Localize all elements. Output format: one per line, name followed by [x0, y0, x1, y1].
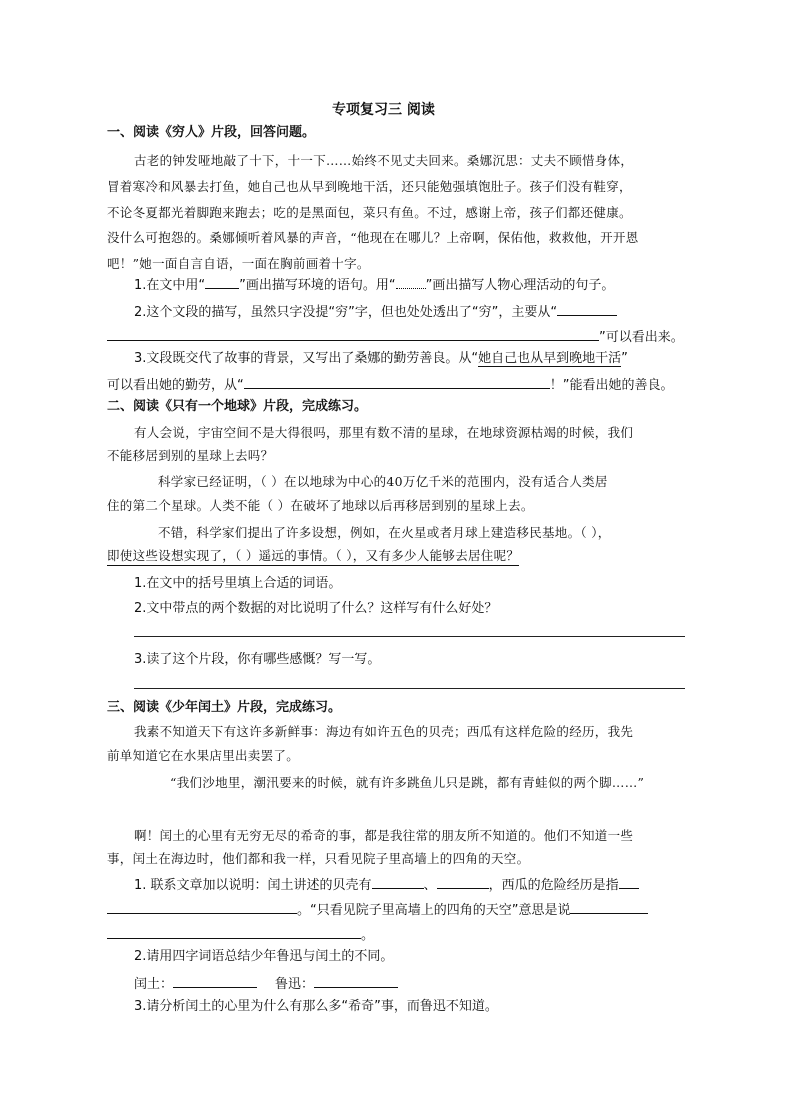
page-title: 专项复习三 阅读	[332, 102, 435, 118]
section3-question-2: 2.请用四字词语总结少年鲁迅与闰土的不同。	[134, 949, 394, 964]
section2-passage-line: 科学家已经证明，（ ）在以地球为中心的40万亿千米的范围内，没有适合人类居	[158, 474, 608, 489]
section1-heading: 一、阅读《穷人》片段，回答问题。	[107, 125, 316, 140]
answer-blank[interactable]	[107, 924, 361, 939]
answer-blank[interactable]	[205, 274, 239, 289]
section1-question-1: 1.在文中用“ ”画出描写环境的语句。用“ ”画出描写人物心理活动的句子。	[134, 274, 614, 295]
section2-question-2: 2.文中带点的两个数据的对比说明了什么？这样写有什么好处？	[134, 601, 498, 616]
section3-passage-line: 前单知道它在水果店里出卖罢了。	[107, 748, 300, 763]
answer-blank-luxun[interactable]	[314, 973, 398, 988]
section3-passage-line: 啊！闰土的心里有无穷无尽的希奇的事，都是我往常的朋友所不知道的。他们不知道一些	[134, 828, 634, 843]
section3-question-1: 1. 联系文章加以说明：闰土讲述的贝壳有 、 ，西瓜的危险经历是指	[134, 874, 639, 895]
section3-question-1-cont: 。“只看见院子里高墙上的四角的天空”意思是说	[107, 899, 648, 920]
answer-blank[interactable]	[619, 874, 639, 889]
answer-blank[interactable]	[107, 899, 297, 914]
section1-question-2: 2.这个文段的描写，虽然只字没提“穷”字，但也处处透出了“穷”，主要从“	[134, 301, 617, 322]
section2-passage-line: 即使这些设想实现了，（ ）遥远的事情。（ ），又有多少人能够去居住呢？	[107, 547, 519, 566]
section2-heading: 二、阅读《只有一个地球》片段，完成练习。	[107, 399, 368, 414]
answer-blank-runtu[interactable]	[173, 973, 257, 988]
section3-passage-line: “我们沙地里，潮汛要来的时候，就有许多跳鱼儿只是跳，都有青蛙似的两个脚……”	[170, 775, 645, 790]
answer-blank[interactable]	[244, 374, 550, 389]
section1-passage-line: 冒着寒冷和风暴去打鱼，她自己也从早到晚地干活，还只能勉强填饱肚子。孩子们没有鞋穿，	[107, 179, 632, 194]
wavy-line-sample	[396, 276, 426, 289]
section1-question-3-cont: 可以看出她的勤劳，从“ ！”能看出她的善良。	[107, 374, 674, 395]
section3-passage-line: 事，闰土在海边时，他们都和我一样，只看见院子里高墙上的四角的天空。	[107, 851, 530, 866]
section3-question-3: 3.请分析闰土的心里为什么有那么多“希奇”事，而鲁迅不知道。	[134, 999, 498, 1014]
section1-passage-line: 吧！”她一面自言自语，一面在胸前画着十字。	[107, 256, 370, 271]
section1-question-3: 3.文段既交代了故事的背景，又写出了桑娜的勤劳善良。从“她自己也从早到晚地干活”	[134, 351, 628, 366]
section3-question-2-answers: 闰土： 鲁迅：	[134, 973, 398, 994]
section1-passage-line: 没什么可抱怨的。桑娜倾听着风暴的声音，“他现在在哪儿？上帝啊，保佑他，救救他，开开恩	[107, 230, 639, 245]
section3-question-1-cont2: 。	[107, 924, 374, 945]
section1-passage-line: 古老的钟发哑地敲了十下，十一下……始终不见丈夫回来。桑娜沉思：丈夫不顾惜身体，	[134, 153, 634, 168]
section1-passage-line: 不论冬夏都光着脚跑来跑去；吃的是黑面包，菜只有鱼。不过，感谢上帝，孩子们都还健康。	[107, 205, 632, 220]
section3-passage-line: 我素不知道天下有这许多新鲜事：海边有如许五色的贝壳；西瓜有这样危险的经历，我先	[134, 724, 634, 739]
section2-passage-line: 住的第二个星球。人类不能（ ）在破坏了地球以后再移居到别的星球上去。	[107, 498, 534, 513]
answer-line[interactable]	[134, 636, 685, 637]
section2-passage-line: 不能移居到别的星球上去吗？	[107, 448, 274, 463]
section3-heading: 三、阅读《少年闰土》片段，完成练习。	[107, 700, 342, 715]
answer-blank[interactable]	[372, 874, 424, 889]
section1-question-2-cont: ”可以看出来。	[107, 326, 684, 347]
section2-passage-line: 不错，科学家们提出了许多设想，例如，在火星或者月球上建造移民基地。（ ），	[158, 525, 611, 540]
answer-line[interactable]	[134, 688, 685, 689]
answer-blank[interactable]	[437, 874, 489, 889]
answer-blank[interactable]	[557, 301, 617, 316]
answer-blank[interactable]	[107, 326, 599, 341]
section2-question-3: 3.读了这个片段，你有哪些感慨？写一写。	[134, 652, 381, 667]
section2-question-1: 1.在文中的括号里填上合适的词语。	[134, 576, 342, 591]
section2-passage-line: 有人会说，宇宙空间不是大得很吗，那里有数不清的星球，在地球资源枯竭的时候，我们	[134, 425, 634, 440]
answer-blank[interactable]	[570, 899, 648, 914]
